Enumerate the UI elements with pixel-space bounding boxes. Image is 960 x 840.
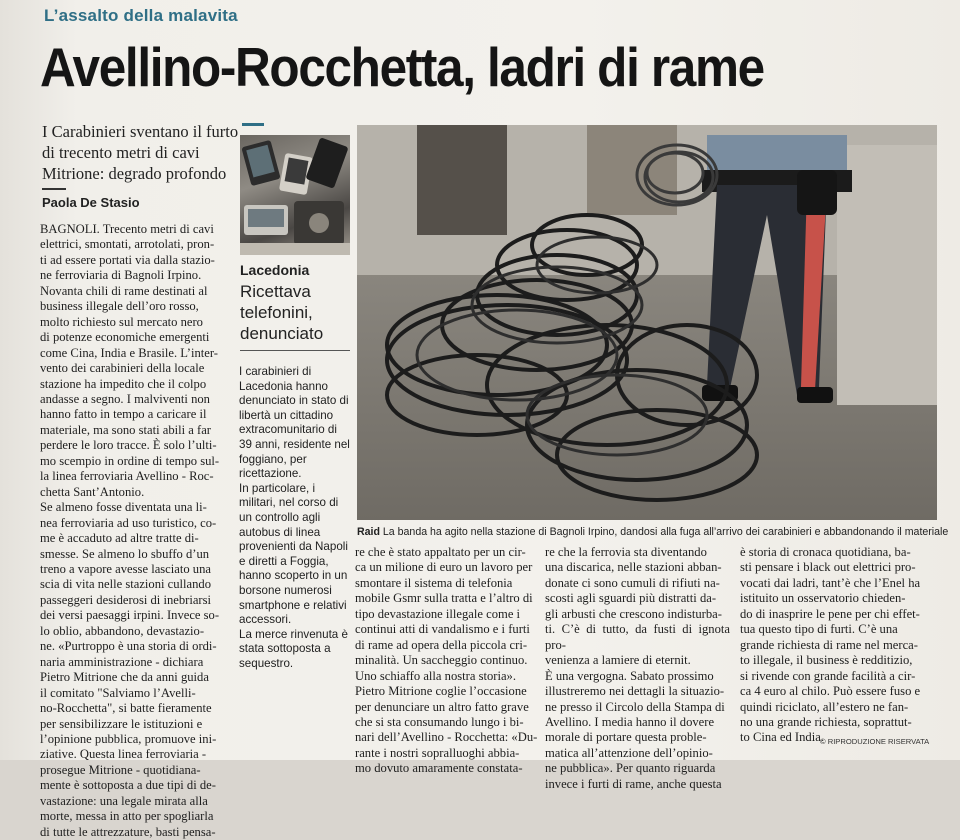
section-kicker: L’assalto della malavita — [44, 6, 238, 25]
sidebar-title: Ricettava telefonini, denunciato — [240, 282, 324, 343]
phones-photo — [240, 135, 350, 255]
photo-caption — [357, 526, 949, 538]
article-column-4: è storia di cronaca quotidiana, ba- sti pensare i black out elettrici pro- vocati dai ladri, tant’è che l’Enel ha istituito un osservatorio chieden- do di inasprire le pene per chi effet- tua questo tipo di furti. C’è una grande richiesta di rame nel merca- to illegale, il business è redditizio, si rivende con grande facilità a cir- ca 4 euro al chilo. Può essere fuso e quindi riciclato, all’estero ne fan- no una grande richiesta, soprattut- to Cina ed India. — [740, 545, 921, 745]
article-column-3: re che la ferrovia sta diventando una discarica, nelle stazioni abban- donate ci sono cumuli di rifiuti na- scosti agli sguardi più distratti da- gli arbusti che crescono indisturba- ti. C’è di tutto, da fusti di ignota pro- venienza a lamiere di eternit. È una vergogna. Sabato prossimo illustreremo nei dettagli la situazio- ne presso il Circolo della Stampa di Avellino. I media hanno il dovere morale di portare questa proble- matica all’attenzione dell’opinio- ne pubblica». Per quanto riguarda invece i furti di rame, anche questa — [545, 545, 730, 791]
headline: Avellino-Rocchetta, ladri di rame — [40, 36, 764, 98]
byline: Paola De Stasio — [42, 195, 140, 210]
sidebar-accent-rule — [242, 123, 264, 126]
byline-rule — [42, 188, 66, 190]
sidebar-rule — [240, 350, 350, 351]
caption-label: Raid — [357, 526, 380, 538]
article-column-2: re che è stato appaltato per un cir- ca un milione di euro un lavoro per smontare il sistema di telefonia mobile Gsmr sulla tratta e l’altro di tipo devastazione illegale come i continui atti di vandalismo e i furti di rame ad opera della piccola cri- minalità. Un saccheggio continuo. Uno schiaffo alla nostra storia». Pietro Mitrione coglie l’occasione per denunciare un altro fatto grave che si sta consumando lungo i bi- nari dell’Avellino - Rocchetta: «Du- rante i nostri sopralluoghi abbia- mo dovuto amaramente constata- — [355, 545, 538, 776]
subheadline: I Carabinieri sventano il furto di trecento metri di cavi Mitrione: degrado profondo — [42, 122, 239, 183]
copyright-notice: © RIPRODUZIONE RISERVATA — [820, 737, 930, 746]
sidebar-kicker: Lacedonia — [240, 262, 310, 278]
caption-text: La banda ha agito nella stazione di Bagnoli Irpino, dandosi alla fuga all’arrivo dei carabinieri e abbandonando il materiale — [379, 526, 949, 538]
cables-photo — [357, 125, 937, 520]
sidebar-text: I carabinieri di Lacedonia hanno denunciato in stato di libertà un cittadino extracomunitario di 39 anni, residente nel foggiano, per ricettazione. In particolare, i militari, nel corso di un controllo agli autobus di linea provenienti da Napoli e diretti a Foggia, hanno scoperto in un borsone numerosi smartphone e relativi accessori. La merce rinvenuta è stata sottoposta a sequestro. — [239, 365, 350, 670]
article-column-1: BAGNOLI. Trecento metri di cavi elettrici, smontati, arrotolati, pron- ti ad essere portati via dalla stazio- ne ferroviaria di Bagnoli Irpino. Novanta chili di rame destinati al business illegale dell’oro rosso, molto richiesto sul mercato nero di potenze economiche emergenti come Cina, India e Brasile. L’inter- vento dei carabinieri della locale stazione ha impedito che il colpo andasse a segno. I malviventi non hanno fatto in tempo a caricare il materiale, ma sono stati abili a far perdere le loro tracce. È solo l’ulti- mo scempio in ordine di tempo sul- la linea ferroviaria Avellino - Roc- chetta Sant’Antonio. Se almeno fosse diventata una li- nea ferroviaria ad uso turistico, co- me è accaduto ad altre tratte di- smesse. Se almeno lo sbuffo d’un treno a vapore avesse lasciato una scia di vita nelle stazioni cullando passeggeri desiderosi di inebriarsi dei versi paesaggi irpini. Invece so- lo oblio, abbandono, devastazio- ne. «Purtroppo è una storia di ordi- naria amministrazione - dichiara Pietro Mitrione che da anni guida il comitato "Salviamo l’Avelli- no-Rocchetta", si batte fieramente per sensibilizzare le istituzioni e l’opinione pubblica, promuove ini- ziative. Questa linea ferroviaria - prosegue Mitrione - quotidiana- mente è sottoposta a due tipi di de- vastazione: una legale mirata alla morte, messa in atto per spogliarla di tutte le attrezzature, basti pensa- — [40, 222, 220, 839]
